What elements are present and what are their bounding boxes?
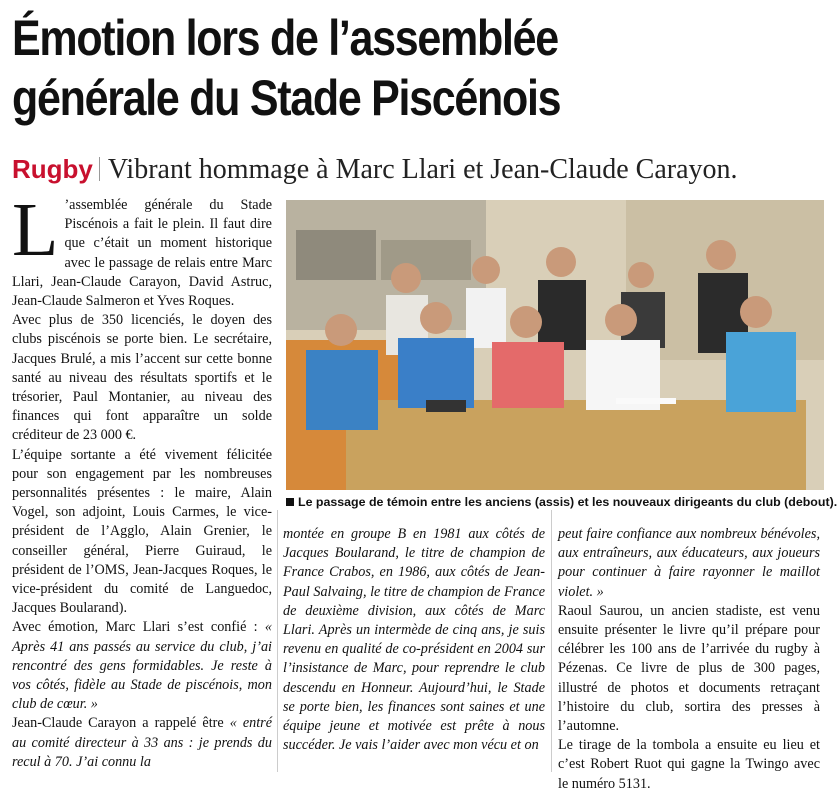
- column-divider: [277, 510, 278, 772]
- quote-carayon-end: peut faire confiance aux nombreux bénévoles, aux entraîneurs, aux éducateurs, aux joueurs pour continuer à faire rayonner le maillot violet. »: [558, 526, 820, 600]
- paragraph-5-lead: Jean-Claude Carayon a rappelé être: [12, 715, 224, 732]
- caption-text: Le passage de témoin entre les anciens (assis) et les nouveaux dirigeants du club (debout).: [298, 495, 837, 509]
- quote-llari: « Après 41 ans passés au service du club, j’ai rencontré des gens formidables. Je reste à vos côtés, fidèle au Stade de piscénois, mon club de cœur. »: [12, 619, 272, 713]
- article-column-1: [12, 188, 272, 772]
- section-kicker: Rugby: [12, 154, 93, 184]
- paragraph-4: [12, 618, 272, 714]
- article-column-3: [558, 525, 820, 794]
- subheadline: Vibrant hommage à Marc Llari et Jean-Claude Carayon.: [107, 154, 738, 185]
- subhead-row: [12, 154, 738, 194]
- caption-bullet-icon: [286, 498, 294, 506]
- paragraph-3: L’équipe sortante a été vivement félicitée pour son engagement par les nombreuses personnalités présentes : le maire, Alain Vogel, son adjoint, Louis Carmes, le vice-président de l’Agglo, Alain Grenier, le conseiller général, Pierre Guiraud, le président de l’OMS, Jean-Jacques Roques, le vice-président du comité de Languedoc, Jacques Boularand).: [12, 446, 272, 617]
- headline-line-2: générale du Stade Piscénois: [12, 70, 561, 126]
- article-column-2: [283, 525, 545, 755]
- paragraph-saurou: Raoul Saurou, un ancien stadiste, est venu ensuite présenter le livre qu’il prépare pour célébrer les 100 ans de l’arrivée du rugby à Pézenas. Ce livre de plus de 300 pages, illustré de photos et documents retraçant l’histoire du club, sortira des presses à l’automne.: [558, 602, 820, 735]
- paragraph-2: Avec plus de 350 licenciés, le doyen des clubs piscénois se porte bien. Le secrétaire, Jacques Brulé, a mis l’accent sur cette bonne santé au niveau des résultats sportifs et le trésorier, Paul Montanier, au niveau des finances qui font apparaître un solde créditeur de 23 000 €.: [12, 312, 272, 444]
- quote-carayon-start: « entré au comité directeur à 33 ans : je prends du recul à 70. J’ai connu la: [12, 715, 272, 770]
- dropcap: L: [12, 188, 59, 272]
- paragraph-4-lead: Avec émotion, Marc Llari s’est confié :: [12, 619, 258, 636]
- article-photo: [286, 200, 824, 490]
- kicker-divider: [99, 157, 100, 181]
- paragraph-1-text: ’assemblée générale du Stade Piscénois a fait le plein. Il faut dire que c’était un moment historique avec le passage de relais entre Marc Llari, Jean-Claude Carayon, David Astruc, Jean-Claude Salmeron et Yves Roques.: [12, 197, 272, 310]
- headline: [12, 8, 713, 128]
- paragraph-5: [12, 714, 272, 772]
- quote-carayon-continued: montée en groupe B en 1981 aux côtés de Jacques Boularand, le titre de champion de France Crabos, en 1986, aux côtés de Jean-Paul Salvaing, le titre de champion de France de deuxième division, aux côtés de Marc Llari. Après un intermède de cinq ans, je suis revenu en qualité de co-président en 2004 sur l’insistance de Marc, pour reprendre le club descendu en Honneur. Aujourd’hui, le Stade se porte bien, les finances sont saines et une équipe jeune et motivée est prête à nous succéder. Je vais l’aider avec mon vécu et on: [283, 526, 545, 754]
- paragraph-tombola: Le tirage de la tombola a ensuite eu lieu et c’est Robert Ruot qui gagne la Twingo avec le numéro 5131.: [558, 737, 820, 792]
- headline-line-1: Émotion lors de l’assemblée: [12, 10, 558, 66]
- photo-caption: [286, 494, 837, 510]
- photo-illustration: [286, 200, 824, 490]
- column-divider: [551, 510, 552, 772]
- paragraph-1: [12, 188, 272, 311]
